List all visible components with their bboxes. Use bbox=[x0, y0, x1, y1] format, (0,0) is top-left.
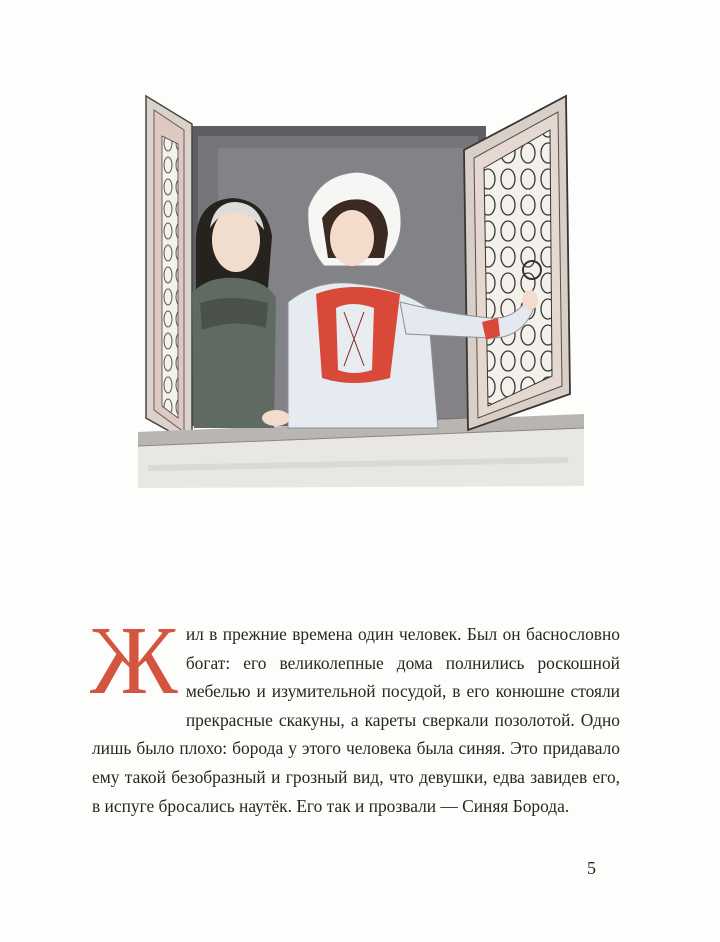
right-shutter bbox=[464, 96, 570, 430]
window-illustration bbox=[138, 88, 584, 490]
drop-cap-letter: Ж bbox=[90, 607, 178, 715]
story-paragraph: ил в прежние времена один человек. Был он баснословно богат: его великолепные дома полнились роскошной мебелью и изумительной посудой, в его конюшне стояли прекрасные скакуны, а кареты сверкали позолотой. Одно лишь было плохо: борода у этого человека была синяя. Это придавало ему такой безобразный и грозный вид, что девушки, едва завидев его, в испуге бросались наутёк. Его так и прозвали — Синяя Борода. bbox=[92, 624, 620, 816]
left-shutter bbox=[146, 96, 192, 444]
story-text-block bbox=[90, 607, 620, 820]
page-number: 5 bbox=[587, 858, 596, 878]
woman-background bbox=[192, 198, 276, 428]
